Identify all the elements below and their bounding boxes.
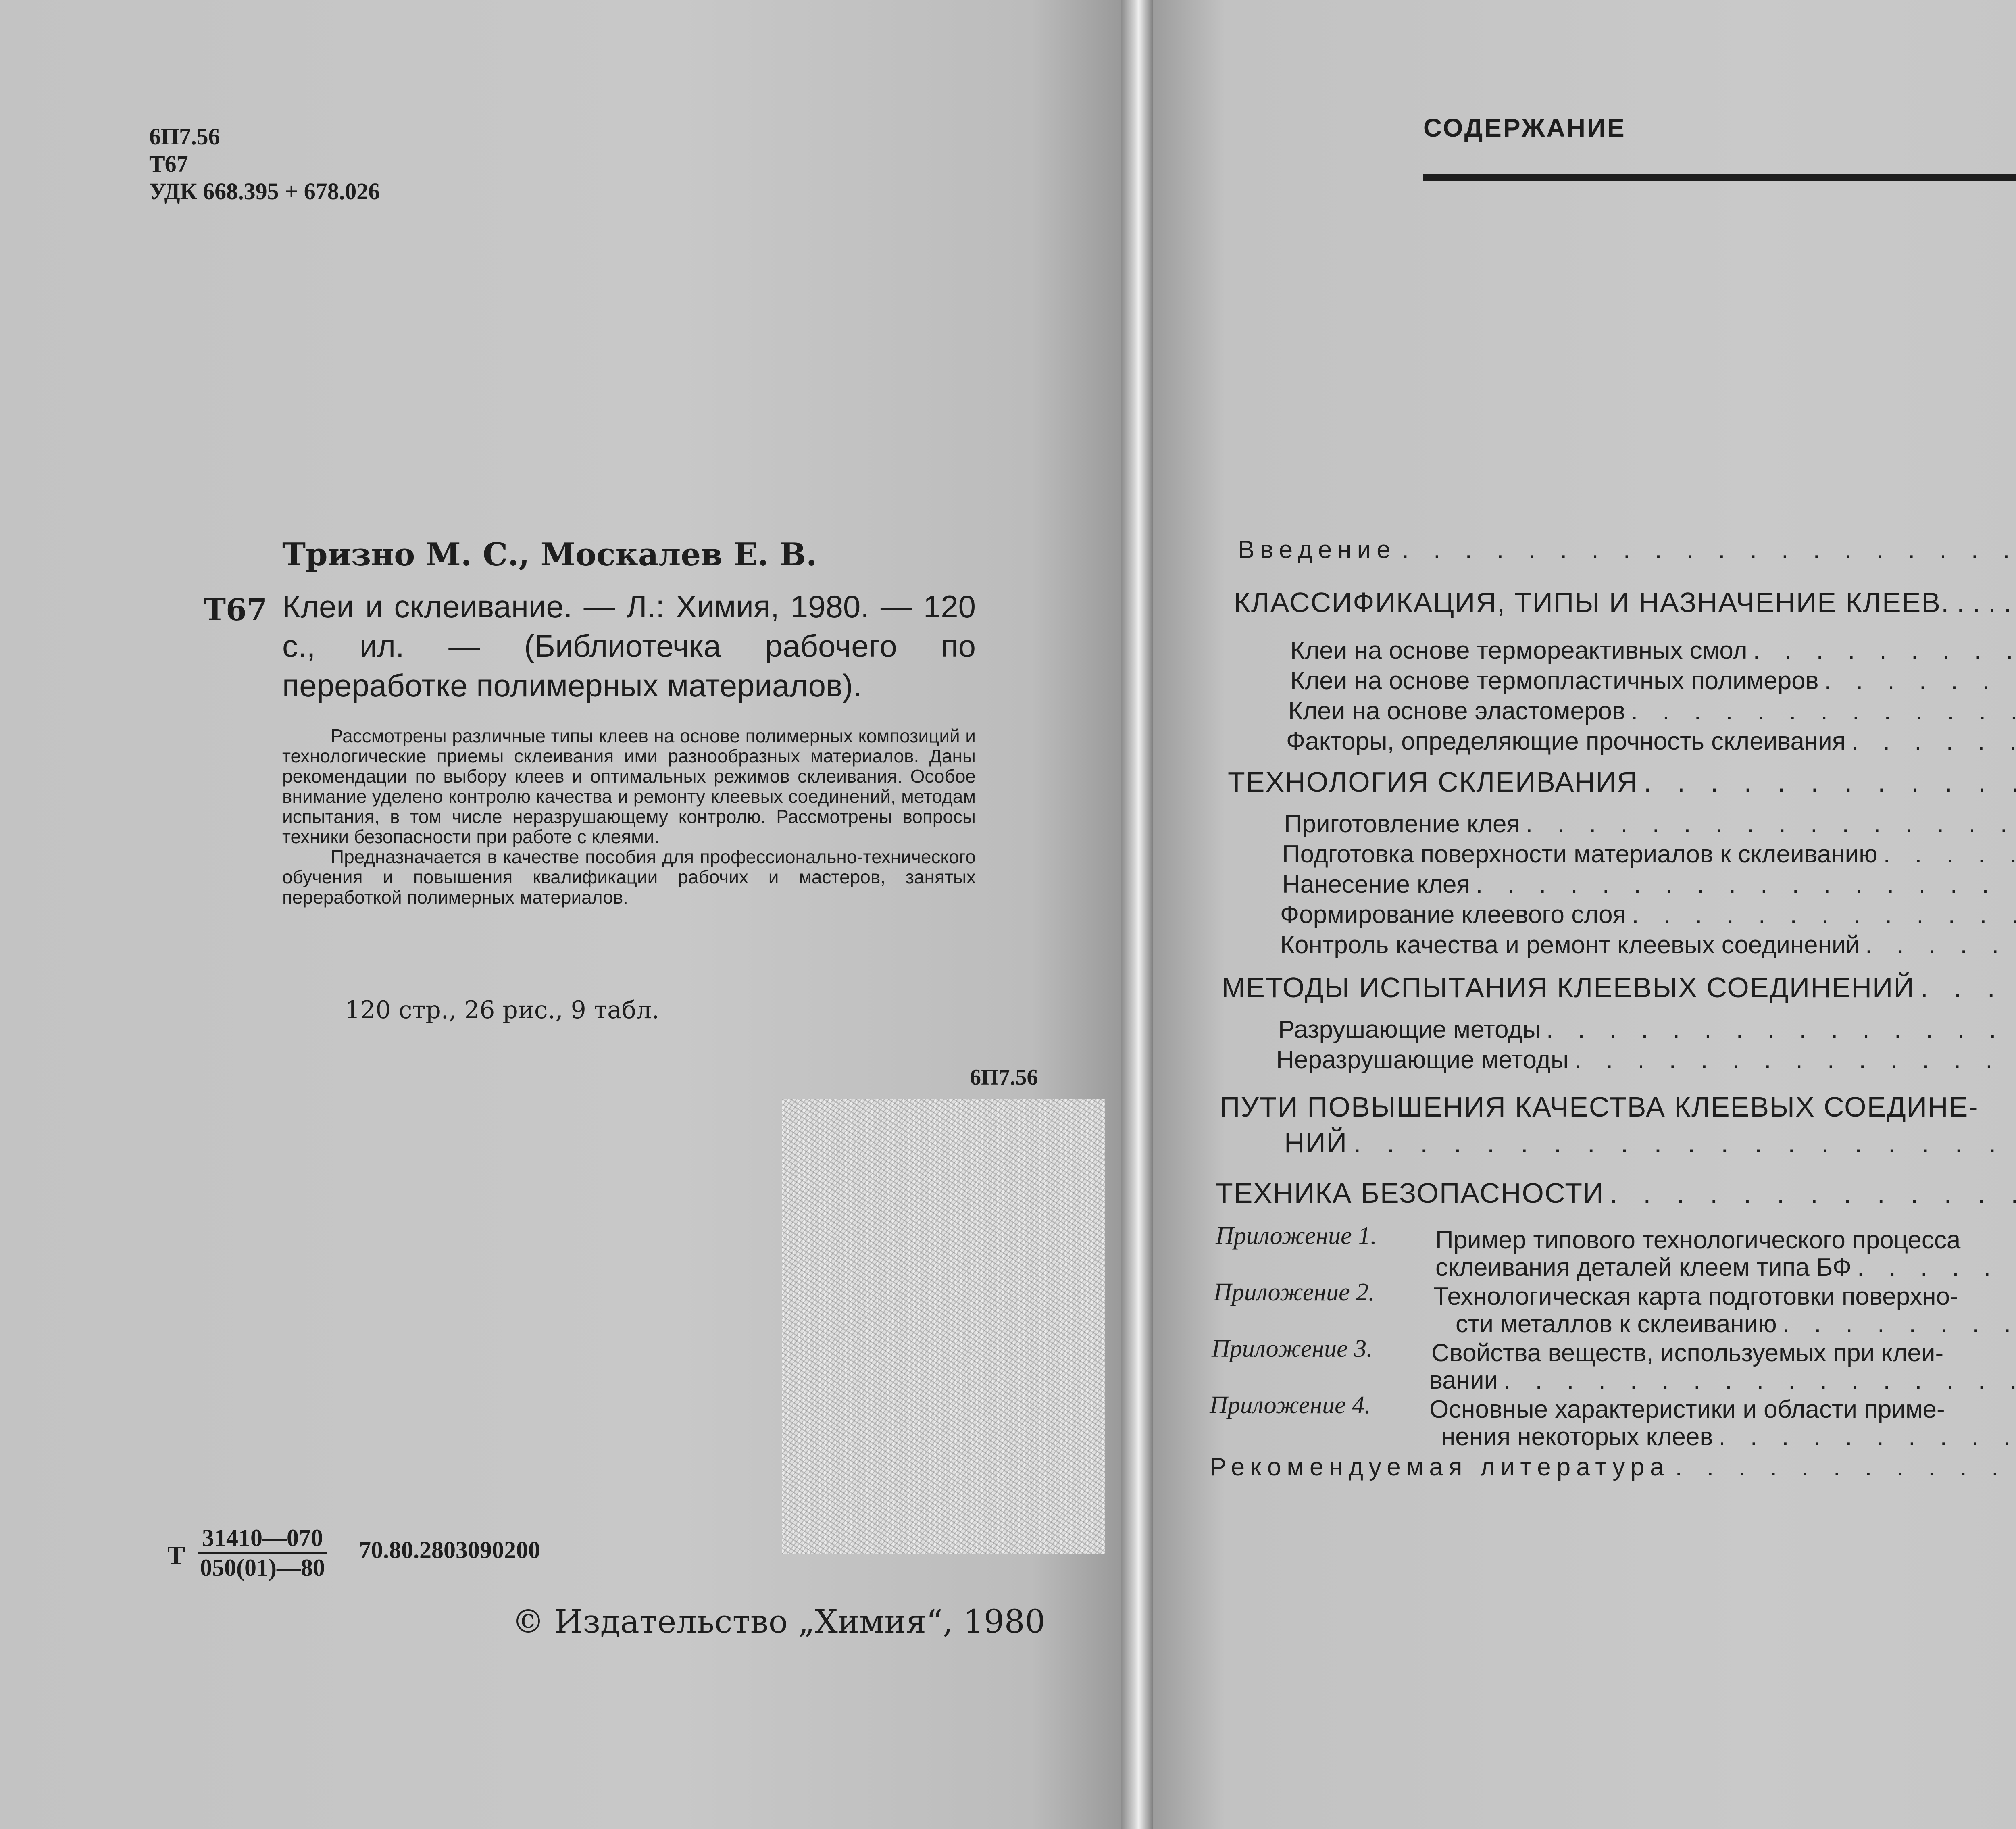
toc-chapter bbox=[1228, 768, 2016, 798]
appendix-tag: Приложение 1. bbox=[1216, 1222, 1377, 1250]
toc-chapter bbox=[1216, 1179, 2016, 1209]
classification-codes bbox=[149, 123, 380, 205]
appendix-title-line1: Свойства веществ, используемых при клеи- bbox=[1431, 1339, 1944, 1367]
appendix-title-line2: склеивания деталей клеем типа БФ bbox=[1435, 1254, 1852, 1281]
appendix-title-line1: Основные характеристики и области приме- bbox=[1429, 1396, 1945, 1423]
toc-entry bbox=[1280, 929, 2016, 959]
abstract-paragraph-1: Рассмотрены различные типы клеев на основе полимерных композиций и технологические приемы склеивания ими разнообразных материалов. Даны рекомендации по выбору клеев и оптимальных режимов склеивания. Особое внимание уделено контролю качества и ремонту клеевых соединений, методам испытания, в том числе неразрушающему контролю. Рассмотрены вопросы техники безопасности при работе с клеями. bbox=[282, 725, 976, 847]
appendix-title-line1: Технологическая карта подготовки поверхно- bbox=[1433, 1283, 1958, 1310]
toc-entry-label: НИЙ bbox=[1284, 1127, 1348, 1158]
toc-entry-label: Нанесение клея bbox=[1282, 871, 1470, 898]
toc-entry-label: Формирование клеевого слоя bbox=[1280, 901, 1627, 929]
copyright: © Издательство „Химия“, 1980 bbox=[512, 1603, 1045, 1640]
toc-entry bbox=[1238, 534, 2016, 564]
toc-entry bbox=[1280, 899, 2016, 929]
toc-entry-label: ТЕХНОЛОГИЯ СКЛЕИВАНИЯ bbox=[1228, 766, 1638, 798]
pages-info: 120 стр., 26 рис., 9 табл. bbox=[345, 996, 660, 1024]
appendix-title-line1: Пример типового технологического процесса bbox=[1435, 1226, 1961, 1254]
toc-chapter-line-1: ПУТИ ПОВЫШЕНИЯ КАЧЕСТВА КЛЕЕВЫХ СОЕДИНЕ- bbox=[1220, 1091, 1979, 1123]
appendix-title-line2: нения некоторых клеев bbox=[1441, 1423, 1713, 1451]
price-numerator: 31410—070 bbox=[198, 1524, 327, 1554]
toc-chapter bbox=[1234, 589, 2016, 619]
toc-entry bbox=[1288, 696, 2016, 725]
price-code: 70.80.2803090200 bbox=[359, 1537, 540, 1563]
toc-entry bbox=[1286, 726, 2016, 756]
appendix-entry bbox=[1456, 1308, 2016, 1338]
toc-entry-label: Клеи на основе термореактивных смол bbox=[1290, 637, 1747, 665]
toc-title: СОДЕРЖАНИЕ bbox=[1423, 113, 1626, 142]
appendix-tag: Приложение 2. bbox=[1214, 1279, 1375, 1306]
toc-entry-label: ТЕХНИКА БЕЗОПАСНОСТИ bbox=[1216, 1177, 1604, 1209]
toc-entry bbox=[1290, 635, 2016, 665]
bbk-code: 6П7.56 bbox=[149, 123, 220, 150]
shelf-code: Т67 bbox=[204, 593, 268, 627]
toc-entry bbox=[1284, 808, 2016, 838]
appendix-tag: Приложение 3. bbox=[1212, 1335, 1373, 1362]
appendix-entry bbox=[1441, 1421, 2016, 1451]
toc-entry bbox=[1276, 1044, 2016, 1074]
toc-entry-label: Рекомендуемая литература bbox=[1210, 1453, 1670, 1481]
toc-entry-label: Разрушающие методы bbox=[1278, 1016, 1541, 1044]
toc-literature bbox=[1210, 1452, 2016, 1481]
toc-entry-label: Приготовление клея bbox=[1284, 810, 1520, 838]
toc-entry bbox=[1290, 665, 2016, 695]
toc-entry-label: Факторы, определяющие прочность склеивания bbox=[1286, 727, 1846, 755]
toc-chapter bbox=[1284, 1129, 2016, 1159]
toc-entry-label: Неразрушающие методы bbox=[1276, 1046, 1569, 1074]
toc-entry-label: Клеи на основе эластомеров bbox=[1288, 697, 1625, 725]
toc-entry bbox=[1278, 1014, 2016, 1044]
price-fraction bbox=[198, 1524, 327, 1582]
price-denominator: 050(01)—80 bbox=[200, 1554, 325, 1581]
toc-entry-label: Подготовка поверхности материалов к склеиванию bbox=[1282, 840, 1878, 868]
bibliographic-description: Клеи и склеивание. — Л.: Химия, 1980. — 120 с., ил. — (Библиотечка рабочего по переработке полимерных материалов). bbox=[282, 589, 976, 703]
toc-entry-label: Введение bbox=[1238, 536, 1396, 564]
appendix-title-line2: сти металлов к склеиванию bbox=[1456, 1310, 1777, 1338]
udc-code: УДК 668.395 + 678.026 bbox=[149, 178, 380, 204]
abstract bbox=[282, 726, 976, 907]
toc-entry-label: Клеи на основе термопластичных полимеров bbox=[1290, 667, 1819, 695]
appendix-entry bbox=[1429, 1365, 2016, 1395]
price-letter: Т bbox=[167, 1541, 185, 1570]
authors: Тризно М. С., Москалев Е. В. bbox=[282, 536, 817, 573]
classification-code-right: 6П7.56 bbox=[970, 1065, 1038, 1090]
toc-entry-label: КЛАССИФИКАЦИЯ, ТИПЫ И НАЗНАЧЕНИЕ КЛЕЕВ bbox=[1234, 587, 1941, 618]
toc-entry-label: МЕТОДЫ ИСПЫТАНИЯ КЛЕЕВЫХ СОЕДИНЕНИЙ bbox=[1222, 972, 1915, 1003]
appendix-tag: Приложение 4. bbox=[1210, 1392, 1371, 1419]
toc-entry bbox=[1282, 869, 2016, 899]
abstract-paragraph-2: Предназначается в качестве пособия для профессионально-технического обучения и повышения квалификации рабочих и мастеров, занятых переработкой полимерных материалов. bbox=[282, 846, 976, 908]
title-rule bbox=[1423, 174, 2016, 181]
book-gutter bbox=[1121, 0, 1153, 1829]
author-mark: Т67 bbox=[149, 151, 188, 177]
appendix-entry bbox=[1435, 1252, 2016, 1282]
toc-chapter bbox=[1222, 974, 2016, 1004]
appendix-title-line2: вании bbox=[1429, 1367, 1498, 1394]
toc-entry-label: Контроль качества и ремонт клеевых соединений bbox=[1280, 931, 1860, 959]
library-stamp-patch bbox=[782, 1099, 1105, 1554]
toc-entry bbox=[1282, 839, 2016, 869]
